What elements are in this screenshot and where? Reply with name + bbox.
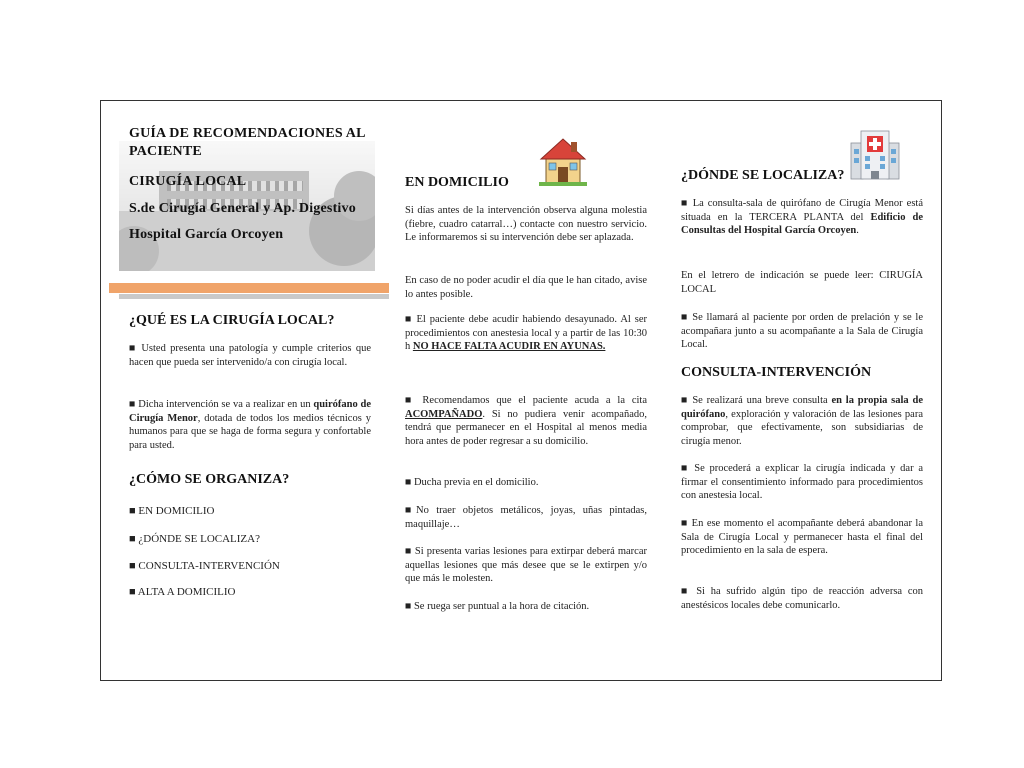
consulta-paragraph-2: ■ Se procederá a explicar la cirugía indicada y dar a firmar el consentimiento informado para procedimientos con anestesia local. — [681, 463, 923, 501]
donde-paragraph-2: En el letrero de indicación se puede leer: CIRUGÍA LOCAL — [681, 270, 923, 295]
domicilio-paragraph-6: ■No traer objetos metálicos, joyas, uñas pintadas, maquillaje… — [405, 505, 647, 530]
house-icon — [537, 135, 589, 187]
domicilio-paragraph-3: ■ El paciente debe acudir habiendo desayunado. Al ser procedimientos con anestesia local y a partir de las 10:30 h NO HACE FALTA ACUDIR EN AYUNAS. — [405, 314, 647, 352]
consulta-heading: CONSULTA-INTERVENCIÓN — [681, 365, 872, 380]
domicilio-paragraph-5: ■ Ducha previa en el domicilio. — [405, 477, 539, 488]
domicilio-heading: EN DOMICILIO — [405, 175, 509, 190]
donde-paragraph-3: ■ Se llamará al paciente por orden de prelación y se le acompañara junto a su acompañante a la Sala de Cirugía Local. — [681, 312, 923, 350]
guide-title-line2: PACIENTE — [129, 144, 202, 159]
guide-title — [129, 125, 366, 161]
guide-title-line1: GUÍA DE RECOMENDACIONES AL — [129, 126, 366, 141]
brochure-page — [100, 100, 942, 681]
orange-divider — [109, 283, 389, 293]
domicilio-paragraph-2: En caso de no poder acudir el día que le han citado, avise lo antes posible. — [405, 275, 647, 300]
guide-subtitle: CIRUGÍA LOCAL — [129, 174, 247, 189]
consulta-paragraph-4: ■ Si ha sufrido algún tipo de reacción adversa con anestésicos locales debe comunicarlo. — [681, 586, 923, 611]
hospital-icon — [849, 127, 901, 181]
que-es-heading: ¿QUÉ ES LA CIRUGÍA LOCAL? — [129, 313, 335, 328]
como-heading: ¿CÓMO SE ORGANIZA? — [129, 472, 290, 487]
hospital-name: Hospital García Orcoyen — [129, 227, 284, 242]
domicilio-paragraph-8: ■ Se ruega ser puntual a la hora de citación. — [405, 601, 590, 612]
domicilio-paragraph-4: ■ Recomendamos que el paciente acuda a la cita ACOMPAÑADO. Si no pudiera venir acompañado, tendrá que permanecer en el Hospital al menos media hora antes de poder regresar a su domicilio. — [405, 395, 647, 447]
consulta-paragraph-1: ■ Se realizará una breve consulta en la propia sala de quirófano, exploración y valoración de las lesiones para comprobar, que efectivamente, son subsidiarias de cirugía menor. — [681, 395, 923, 447]
consulta-paragraph-3: ■ En ese momento el acompañante deberá abandonar la Sala de Cirugía Local y permanecer hasta el final del procedimiento en la sala de espera. — [681, 518, 923, 556]
domicilio-paragraph-1: Si días antes de la intervención observa alguna molestia (fiebre, cuadro catarral…) contacte con nuestro servicio. Le informaremos si su intervención debe ser aplazada. — [405, 205, 647, 243]
list-item: ■ ALTA A DOMICILIO — [129, 586, 236, 598]
domicilio-paragraph-7: ■ Si presenta varias lesiones para extirpar deberá marcar aquellas lesiones que más desee que se le extirpen y/o que más le molesten. — [405, 546, 647, 584]
list-item: ■ EN DOMICILIO — [129, 505, 215, 517]
donde-paragraph-1: ■ La consulta-sala de quirófano de Cirugía Menor está situada en la TERCERA PLANTA del Edificio de Consultas del Hospital García Orcoyen. — [681, 198, 923, 236]
que-es-paragraph-1: ■ Usted presenta una patología y cumple criterios que hacen que pueda ser intervenido/a con cirugía local. — [129, 343, 371, 368]
list-item: ■ CONSULTA-INTERVENCIÓN — [129, 560, 280, 572]
service-name: S.de Cirugía General y Ap. Digestivo — [129, 201, 356, 216]
grey-divider — [119, 294, 389, 299]
donde-heading: ¿DÓNDE SE LOCALIZA? — [681, 168, 845, 183]
que-es-paragraph-2: ■ Dicha intervención se va a realizar en un quirófano de Cirugía Menor, dotada de todos los medios técnicos y humanos para que se haga de forma segura y confortable para usted. — [129, 399, 372, 451]
list-item: ■ ¿DÓNDE SE LOCALIZA? — [129, 533, 260, 545]
